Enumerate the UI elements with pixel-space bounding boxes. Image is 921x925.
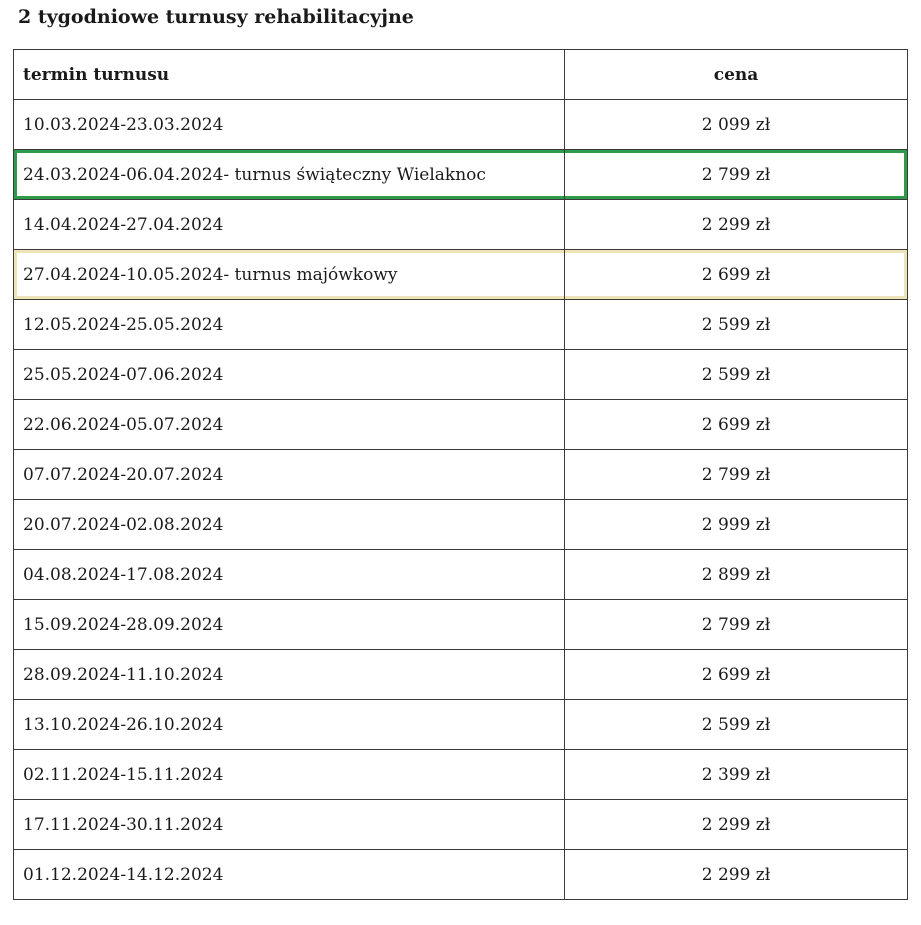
price-cell: 2 299 zł (565, 800, 908, 850)
table-row (14, 400, 908, 450)
term-cell: 28.09.2024-11.10.2024 (14, 650, 565, 700)
price-cell: 2 799 zł (565, 600, 908, 650)
table-row (14, 350, 908, 400)
table-row (14, 200, 908, 250)
price-table (13, 49, 908, 900)
table-row (14, 450, 908, 500)
term-cell: 04.08.2024-17.08.2024 (14, 550, 565, 600)
table-row (14, 600, 908, 650)
header-price: cena (565, 50, 908, 100)
term-cell: 15.09.2024-28.09.2024 (14, 600, 565, 650)
price-cell: 2 299 zł (565, 200, 908, 250)
term-cell: 07.07.2024-20.07.2024 (14, 450, 565, 500)
price-cell: 2 699 zł (565, 400, 908, 450)
price-cell: 2 299 zł (565, 850, 908, 900)
table-row-highlight-green (14, 150, 908, 200)
price-cell: 2 899 zł (565, 550, 908, 600)
term-cell: 25.05.2024-07.06.2024 (14, 350, 565, 400)
price-cell: 2 999 zł (565, 500, 908, 550)
price-cell: 2 699 zł (565, 250, 908, 300)
term-cell: 10.03.2024-23.03.2024 (14, 100, 565, 150)
table-row (14, 750, 908, 800)
table-row (14, 700, 908, 750)
header-term: termin turnusu (14, 50, 565, 100)
table-row (14, 550, 908, 600)
term-cell: 24.03.2024-06.04.2024- turnus świąteczny Wielaknoc (14, 150, 565, 200)
table-row (14, 650, 908, 700)
page-title: 2 tygodniowe turnusy rehabilitacyjne (18, 6, 414, 28)
price-cell: 2 599 zł (565, 700, 908, 750)
term-cell: 13.10.2024-26.10.2024 (14, 700, 565, 750)
term-cell: 12.05.2024-25.05.2024 (14, 300, 565, 350)
table-row (14, 300, 908, 350)
table-row (14, 800, 908, 850)
price-cell: 2 799 zł (565, 450, 908, 500)
table-row-highlight-yellow (14, 250, 908, 300)
price-cell: 2 599 zł (565, 350, 908, 400)
term-cell: 02.11.2024-15.11.2024 (14, 750, 565, 800)
price-cell: 2 399 zł (565, 750, 908, 800)
table-row (14, 850, 908, 900)
price-cell: 2 099 zł (565, 100, 908, 150)
term-cell: 14.04.2024-27.04.2024 (14, 200, 565, 250)
term-cell: 17.11.2024-30.11.2024 (14, 800, 565, 850)
price-cell: 2 699 zł (565, 650, 908, 700)
term-cell: 20.07.2024-02.08.2024 (14, 500, 565, 550)
table-row (14, 100, 908, 150)
price-cell: 2 799 zł (565, 150, 908, 200)
table-header-row (14, 50, 908, 100)
price-cell: 2 599 zł (565, 300, 908, 350)
term-cell: 01.12.2024-14.12.2024 (14, 850, 565, 900)
term-cell: 22.06.2024-05.07.2024 (14, 400, 565, 450)
table-row (14, 500, 908, 550)
term-cell: 27.04.2024-10.05.2024- turnus majówkowy (14, 250, 565, 300)
